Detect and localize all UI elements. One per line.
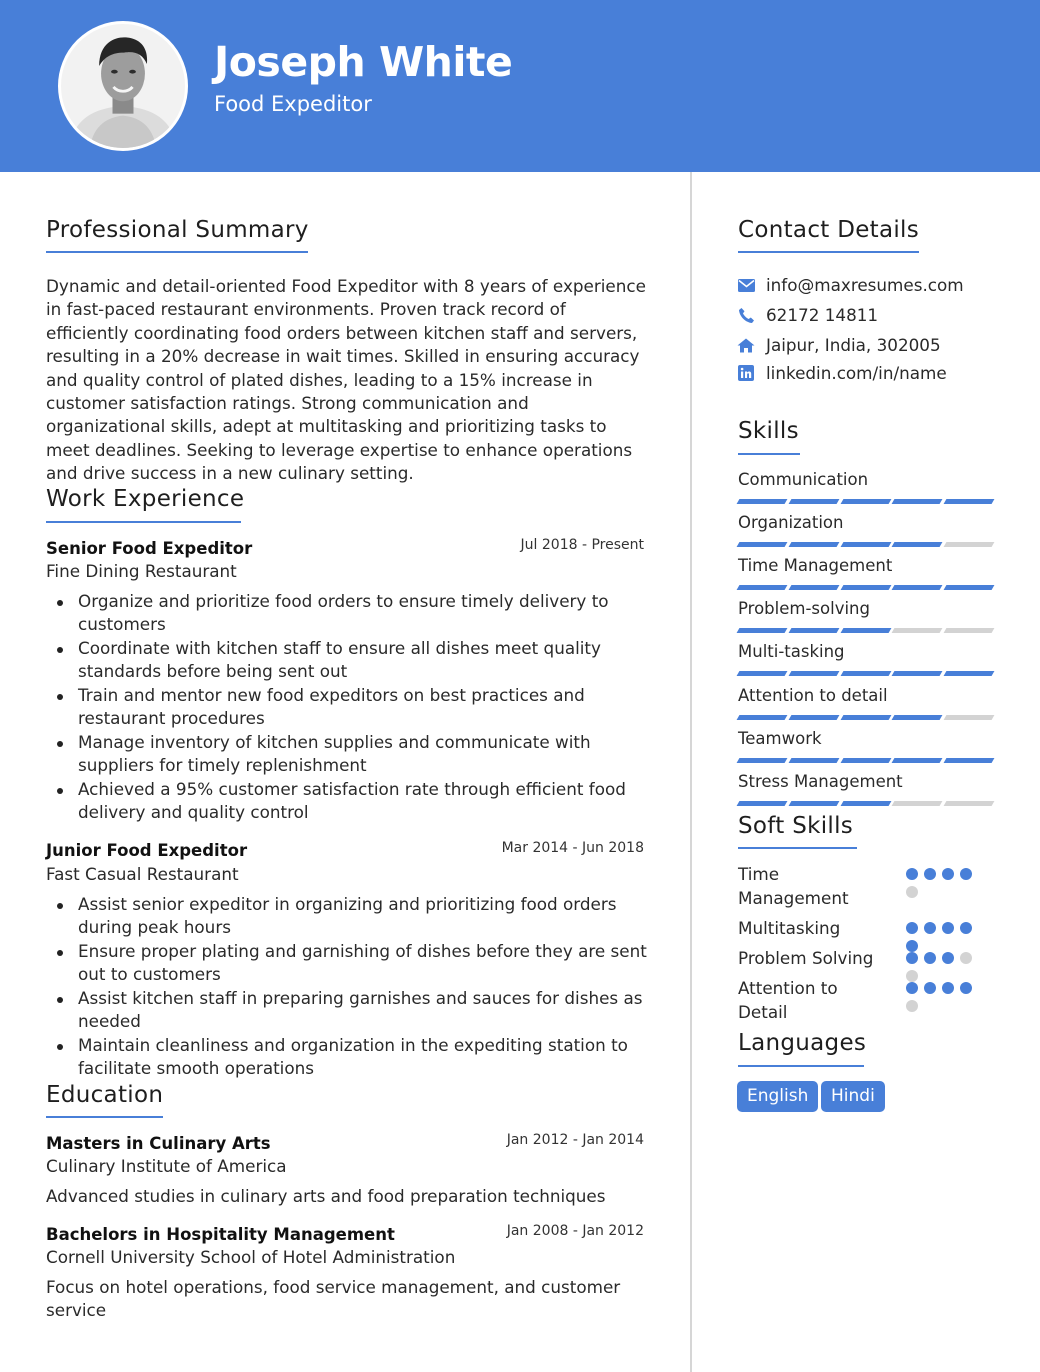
skill-name: Problem-solving: [738, 599, 870, 619]
rating-dot-filled: [924, 952, 936, 964]
duty-item: Maintain cleanliness and organization in the expediting station to facilitate smooth operations: [78, 1034, 653, 1080]
skill-segment-filled: [892, 671, 943, 676]
skill-segment-filled: [840, 499, 891, 504]
summary-text: Dynamic and detail-oriented Food Expeditor with 8 years of experience in fast-paced restaurant environments. Proven track record of efficiently coordinating food orders between kitchen staff and servers, resulting in a 20% decrease in wait times. Skilled in ensuring accuracy and quality control of plated dishes, leading to a 15% increase in customer satisfaction ratings. Strong communication and organizational skills, adept at multitasking and prioritizing tasks to meet deadlines. Seeking to leverage expertise to enhance operations and drive success in a new culinary setting.: [46, 276, 646, 484]
skill-name: Communication: [738, 470, 869, 489]
duty-item: Coordinate with kitchen staff to ensure all dishes meet quality standards before being sent out: [78, 637, 653, 683]
summary-heading: Professional Summary: [46, 217, 309, 243]
address-text: Jaipur, India, 302005: [766, 335, 941, 355]
skill-segment-filled: [892, 585, 943, 590]
job-title: Junior Food Expeditor: [46, 841, 248, 860]
rating-dot-filled: [924, 922, 936, 934]
languages-heading: Languages: [738, 1030, 867, 1056]
skill-segment-filled: [737, 585, 788, 590]
candidate-title: Food Expeditor: [214, 92, 372, 116]
degree-title: Bachelors in Hospitality Management: [46, 1225, 395, 1244]
skill-segment-filled: [737, 542, 788, 547]
degree-title: Masters in Culinary Arts: [46, 1134, 271, 1153]
column-divider: [690, 172, 692, 1372]
contact-linkedin[interactable]: [737, 361, 947, 385]
skill-segment-filled: [788, 628, 839, 633]
job-employer: Fast Casual Restaurant: [46, 864, 239, 884]
skill-segment-filled: [892, 715, 943, 720]
skill-segment-filled: [788, 758, 839, 763]
soft-skill-name: Multitasking: [738, 918, 841, 938]
skill-segment-filled: [840, 758, 891, 763]
school-name: Culinary Institute of America: [46, 1156, 287, 1176]
skill-segment-filled: [892, 499, 943, 504]
home-icon: [737, 336, 755, 354]
duty-item: Achieved a 95% customer satisfaction rate through efficient food delivery and quality control: [78, 778, 653, 824]
skill-segment-filled: [788, 671, 839, 676]
skill-segment-filled: [944, 585, 995, 590]
skill-segment-filled: [892, 542, 943, 547]
skill-segment-filled: [840, 801, 891, 806]
soft-skill-rating: [906, 952, 986, 982]
education-description: Focus on hotel operations, food service management, and customer service: [46, 1277, 621, 1321]
skill-segment-empty: [892, 628, 943, 633]
skill-level-bar: [738, 628, 993, 633]
rating-dot-empty: [906, 1000, 918, 1012]
contact-heading: Contact Details: [738, 217, 920, 243]
skill-segment-filled: [737, 628, 788, 633]
envelope-icon: [737, 276, 755, 294]
skill-level-bar: [738, 499, 993, 504]
rating-dot-filled: [942, 922, 954, 934]
skill-segment-filled: [737, 499, 788, 504]
skill-level-bar: [738, 542, 993, 547]
linkedin-text: linkedin.com/in/name: [766, 363, 947, 383]
email-text: info@maxresumes.com: [766, 275, 964, 295]
rating-dot-filled: [906, 868, 918, 880]
language-badge: English: [737, 1081, 818, 1112]
rating-dot-filled: [906, 922, 918, 934]
rating-dot-filled: [942, 868, 954, 880]
rating-dot-filled: [906, 952, 918, 964]
languages-heading-underline: [738, 1065, 864, 1067]
portrait-image: [61, 24, 185, 148]
contact-address: [737, 333, 941, 357]
skill-segment-filled: [944, 758, 995, 763]
education-date: Jan 2012 - Jan 2014: [506, 1132, 644, 1148]
contact-phone[interactable]: [737, 303, 878, 327]
skill-level-bar: [738, 585, 993, 590]
skill-segment-filled: [788, 499, 839, 504]
rating-dot-filled: [906, 940, 918, 952]
skill-segment-filled: [788, 542, 839, 547]
skill-name: Time Management: [738, 556, 893, 576]
skill-segment-empty: [944, 542, 995, 547]
job-duties: [78, 590, 653, 825]
phone-icon: [737, 306, 755, 324]
duty-item: Manage inventory of kitchen supplies and communicate with suppliers for timely replenishment: [78, 731, 653, 777]
rating-dot-filled: [906, 982, 918, 994]
duty-item: Train and mentor new food expeditors on best practices and restaurant procedures: [78, 684, 653, 730]
skill-segment-filled: [737, 671, 788, 676]
skill-segment-filled: [944, 499, 995, 504]
skill-level-bar: [738, 758, 993, 763]
education-heading: Education: [46, 1082, 164, 1108]
skill-segment-filled: [840, 585, 891, 590]
rating-dot-filled: [960, 922, 972, 934]
skills-heading-underline: [738, 453, 800, 455]
soft-skill-name: Problem Solving: [738, 948, 874, 968]
linkedin-icon: [737, 364, 755, 382]
skill-segment-filled: [892, 758, 943, 763]
soft-skills-heading-underline: [738, 847, 857, 849]
skill-segment-filled: [944, 671, 995, 676]
education-date: Jan 2008 - Jan 2012: [506, 1223, 644, 1239]
duty-item: Assist senior expeditor in organizing and prioritizing food orders during peak hours: [78, 893, 653, 939]
soft-skills-heading: Soft Skills: [738, 813, 854, 839]
skill-name: Stress Management: [738, 771, 903, 791]
skill-level-bar: [738, 801, 993, 806]
skill-segment-filled: [788, 801, 839, 806]
soft-skill-name: Time Management: [738, 864, 849, 908]
skill-segment-empty: [944, 628, 995, 633]
skill-segment-filled: [788, 585, 839, 590]
skills-heading: Skills: [738, 418, 799, 444]
skill-segment-empty: [892, 801, 943, 806]
skill-name: Attention to detail: [738, 685, 888, 705]
skill-level-bar: [738, 671, 993, 676]
profile-photo: [58, 21, 188, 151]
experience-heading-underline: [46, 521, 241, 523]
skill-segment-empty: [944, 715, 995, 720]
soft-skill-name: Attention to Detail: [738, 978, 838, 1022]
soft-skill-rating: [906, 922, 986, 952]
school-name: Cornell University School of Hotel Administration: [46, 1247, 456, 1267]
skill-segment-filled: [737, 715, 788, 720]
rating-dot-filled: [924, 982, 936, 994]
rating-dot-empty: [906, 886, 918, 898]
rating-dot-filled: [960, 982, 972, 994]
job-employer: Fine Dining Restaurant: [46, 561, 237, 581]
language-badge: Hindi: [821, 1081, 885, 1112]
rating-dot-filled: [960, 868, 972, 880]
job-title: Senior Food Expeditor: [46, 539, 253, 558]
skill-name: Organization: [738, 513, 844, 533]
summary-heading-underline: [46, 251, 308, 253]
skill-segment-filled: [840, 542, 891, 547]
rating-dot-filled: [924, 868, 936, 880]
skill-name: Multi-tasking: [738, 642, 845, 662]
experience-heading: Work Experience: [46, 486, 245, 512]
duty-item: Organize and prioritize food orders to ensure timely delivery to customers: [78, 590, 653, 636]
candidate-name: Joseph White: [214, 38, 513, 86]
contact-email[interactable]: [737, 273, 964, 297]
education-description: Advanced studies in culinary arts and food preparation techniques: [46, 1186, 606, 1206]
duty-item: Ensure proper plating and garnishing of dishes before they are sent out to customers: [78, 940, 653, 986]
skill-segment-filled: [840, 671, 891, 676]
rating-dot-filled: [942, 952, 954, 964]
skill-segment-filled: [840, 715, 891, 720]
soft-skill-rating: [906, 982, 986, 1012]
job-date: Mar 2014 - Jun 2018: [501, 840, 644, 856]
skill-segment-filled: [737, 758, 788, 763]
skill-segment-filled: [737, 801, 788, 806]
skill-level-bar: [738, 715, 993, 720]
phone-text: 62172 14811: [766, 305, 879, 325]
rating-dot-empty: [960, 952, 972, 964]
duty-item: Assist kitchen staff in preparing garnishes and sauces for dishes as needed: [78, 987, 653, 1033]
job-date: Jul 2018 - Present: [520, 537, 644, 553]
job-duties: [78, 893, 653, 1081]
skill-name: Teamwork: [738, 728, 822, 748]
rating-dot-empty: [906, 970, 918, 982]
skill-segment-filled: [788, 715, 839, 720]
skill-segment-empty: [944, 801, 995, 806]
skill-segment-filled: [840, 628, 891, 633]
contact-heading-underline: [738, 251, 919, 253]
education-heading-underline: [46, 1116, 163, 1118]
rating-dot-filled: [942, 982, 954, 994]
resume-header: [0, 0, 1040, 172]
soft-skill-rating: [906, 868, 986, 898]
